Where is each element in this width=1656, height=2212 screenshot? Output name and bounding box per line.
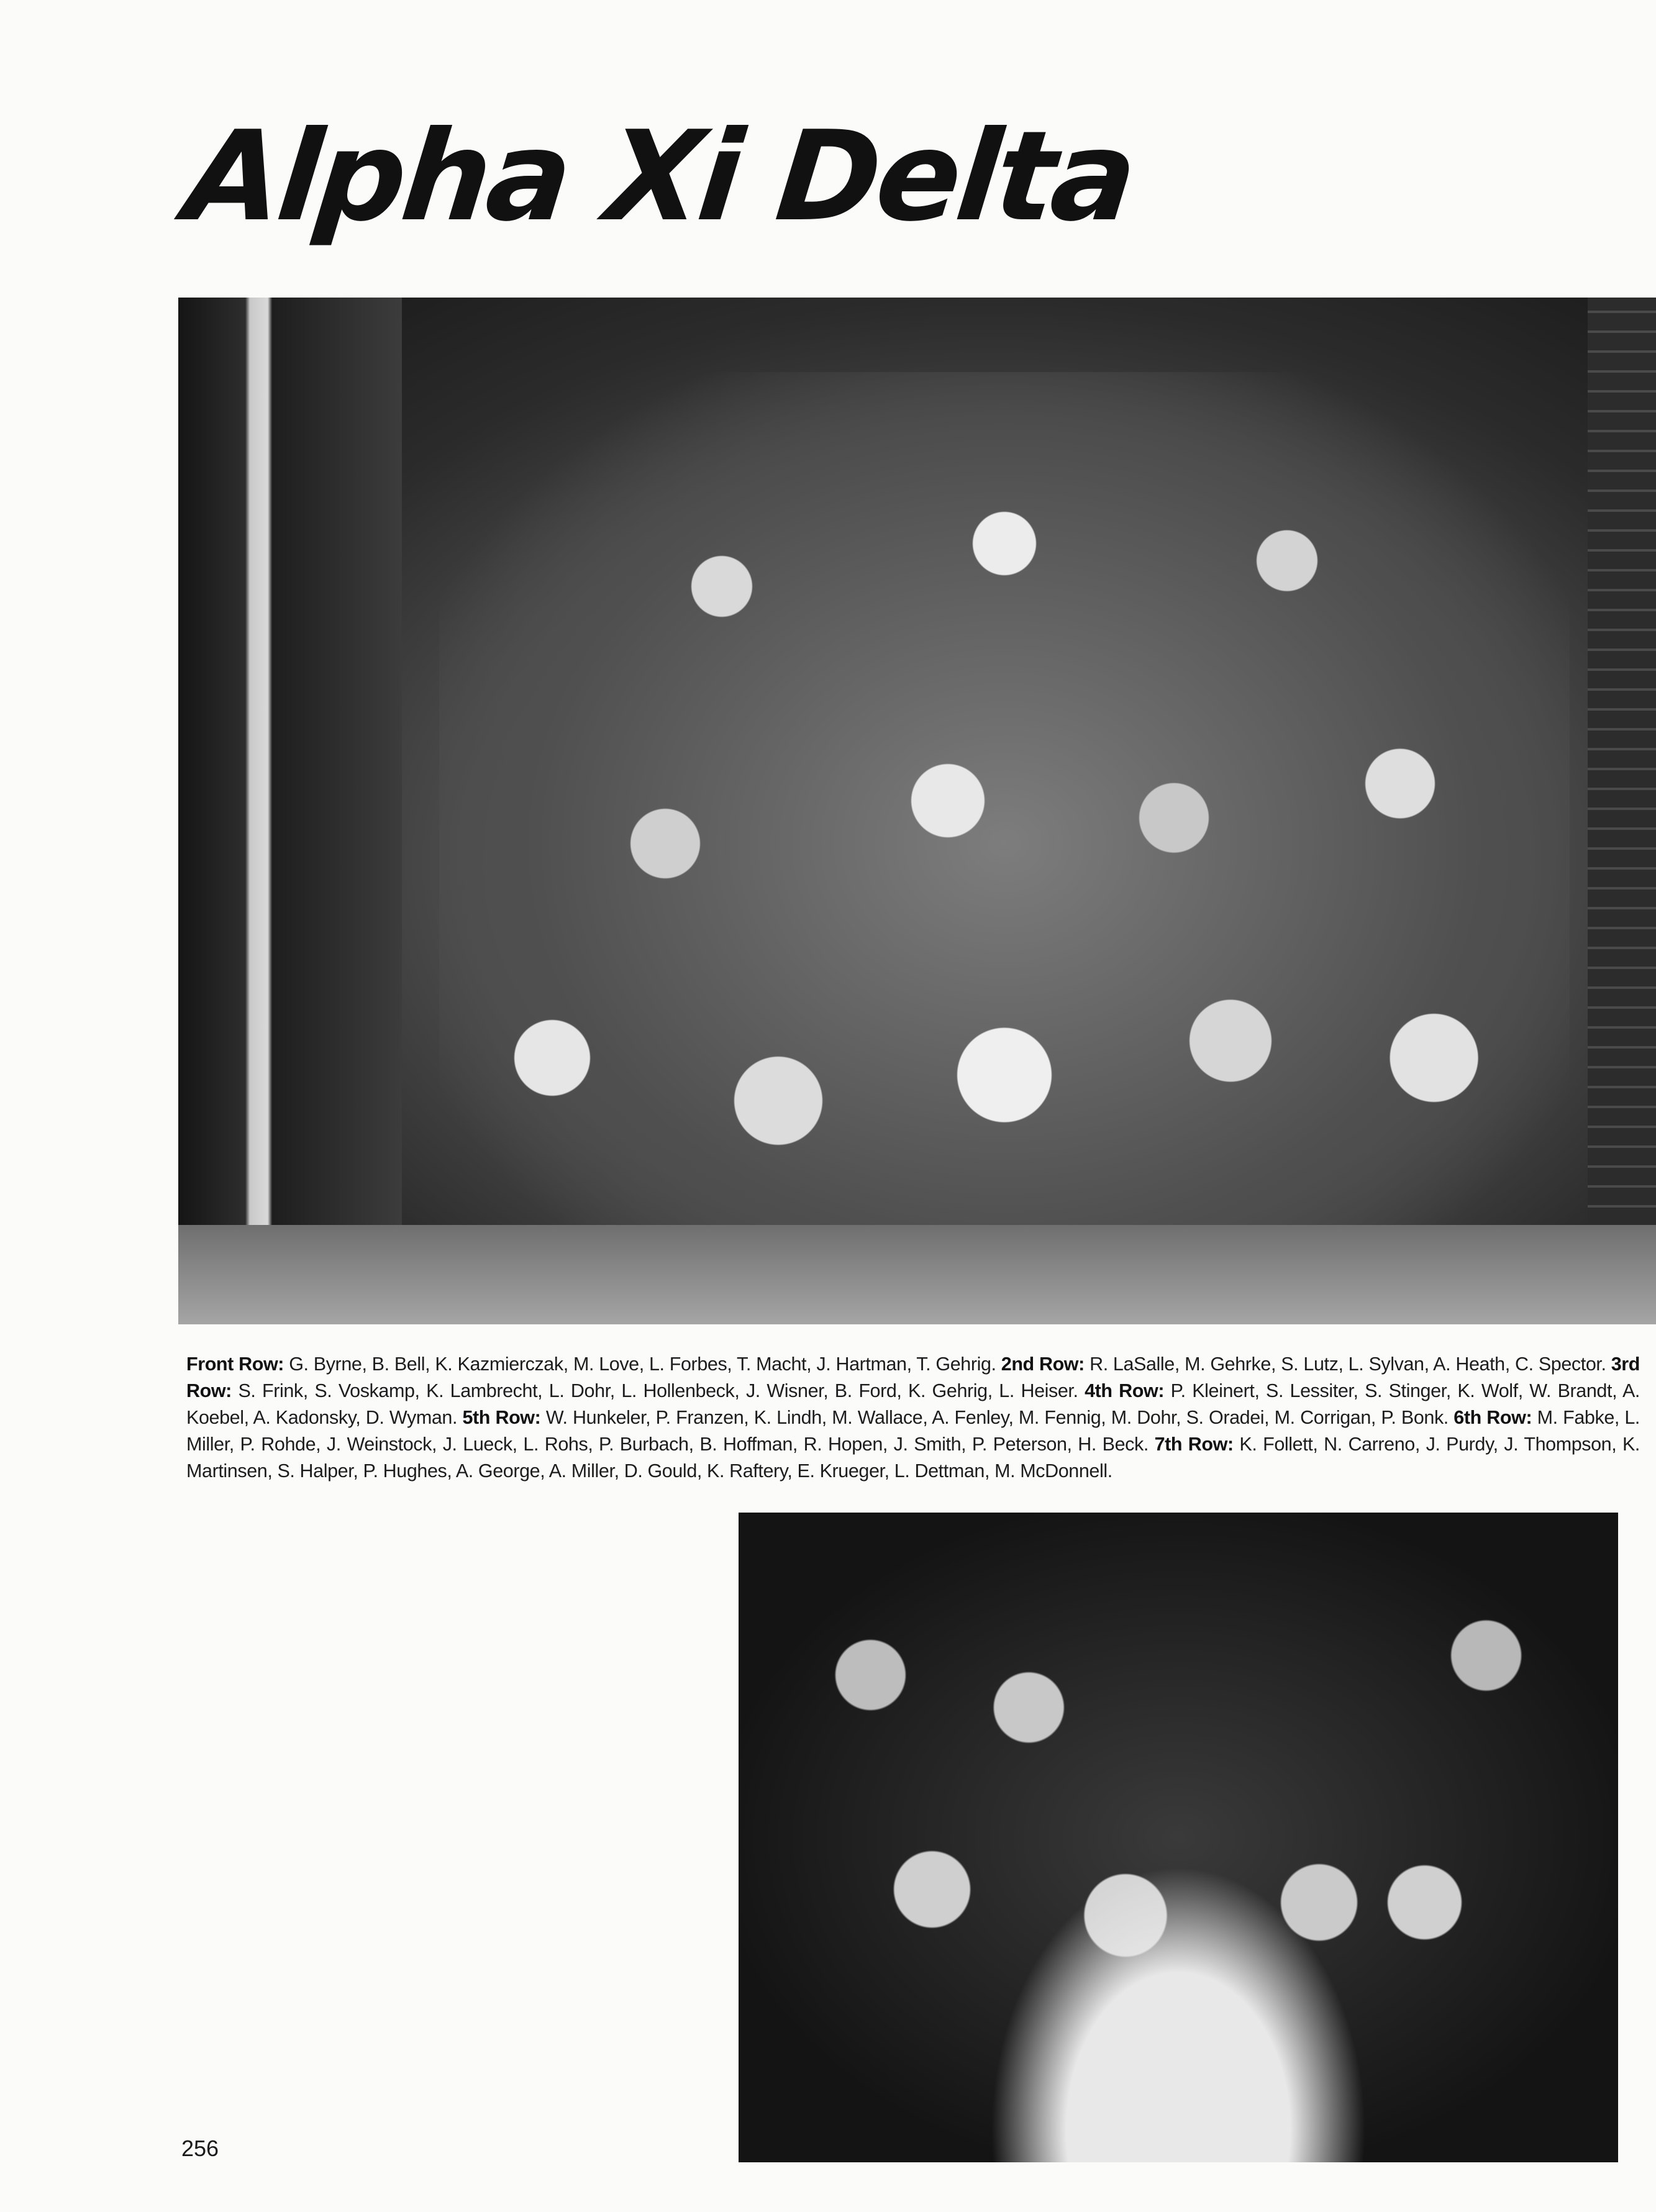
caption-row-names: R. LaSalle, M. Gehrke, S. Lutz, L. Sylvan, A. Heath, C. Spector. — [1090, 1354, 1606, 1375]
photo-caption — [186, 1351, 1640, 1485]
caption-row-label: 6th Row: — [1454, 1407, 1532, 1428]
page-number: 256 — [181, 2136, 219, 2161]
caption-row-names: S. Frink, S. Voskamp, K. Lambrecht, L. Dohr, L. Hollenbeck, J. Wisner, B. Ford, K. Gehrig, L. Heiser. — [238, 1380, 1078, 1401]
group-photo-members — [439, 372, 1570, 1229]
caption-row-label: Front Row: — [186, 1354, 284, 1375]
group-photo-floor — [178, 1225, 1656, 1324]
party-photo — [739, 1513, 1618, 2162]
caption-row-names: P. Kleinert, S. Lessiter, S. Stinger, K. Wolf, W. Brandt, A. Koebel, A. Kadonsky, D. Wyman. — [186, 1380, 1640, 1428]
caption-row-label: 2nd Row: — [1001, 1354, 1085, 1375]
caption-row-label: 7th Row: — [1154, 1434, 1234, 1455]
group-photo — [178, 298, 1656, 1324]
caption-row-label: 5th Row: — [462, 1407, 541, 1428]
caption-row-names: G. Byrne, B. Bell, K. Kazmierczak, M. Love, L. Forbes, T. Macht, J. Hartman, T. Gehrig. — [289, 1354, 996, 1375]
caption-row-names: K. Follett, N. Carreno, J. Purdy, J. Thompson, K. Martinsen, S. Halper, P. Hughes, A. George, A. Miller, D. Gould, K. Raftery, E. Krueger, L. Dettman, M. McDonnell. — [186, 1434, 1640, 1481]
group-photo-brick-wall — [1588, 298, 1656, 1324]
group-photo-door — [178, 298, 402, 1324]
caption-row-names: W. Hunkeler, P. Franzen, K. Lindh, M. Wallace, A. Fenley, M. Fennig, M. Dohr, S. Oradei, M. Corrigan, P. Bonk. — [545, 1407, 1449, 1428]
caption-row-names: M. Fabke, L. Miller, P. Rohde, J. Weinstock, J. Lueck, L. Rohs, P. Burbach, B. Hoffman, R. Hopen, J. Smith, P. Peterson, H. Beck. — [186, 1407, 1640, 1455]
caption-row-label: 3rd Row: — [186, 1354, 1640, 1401]
caption-row-label: 4th Row: — [1085, 1380, 1165, 1401]
page-title: Alpha Xi Delta — [178, 104, 1140, 249]
